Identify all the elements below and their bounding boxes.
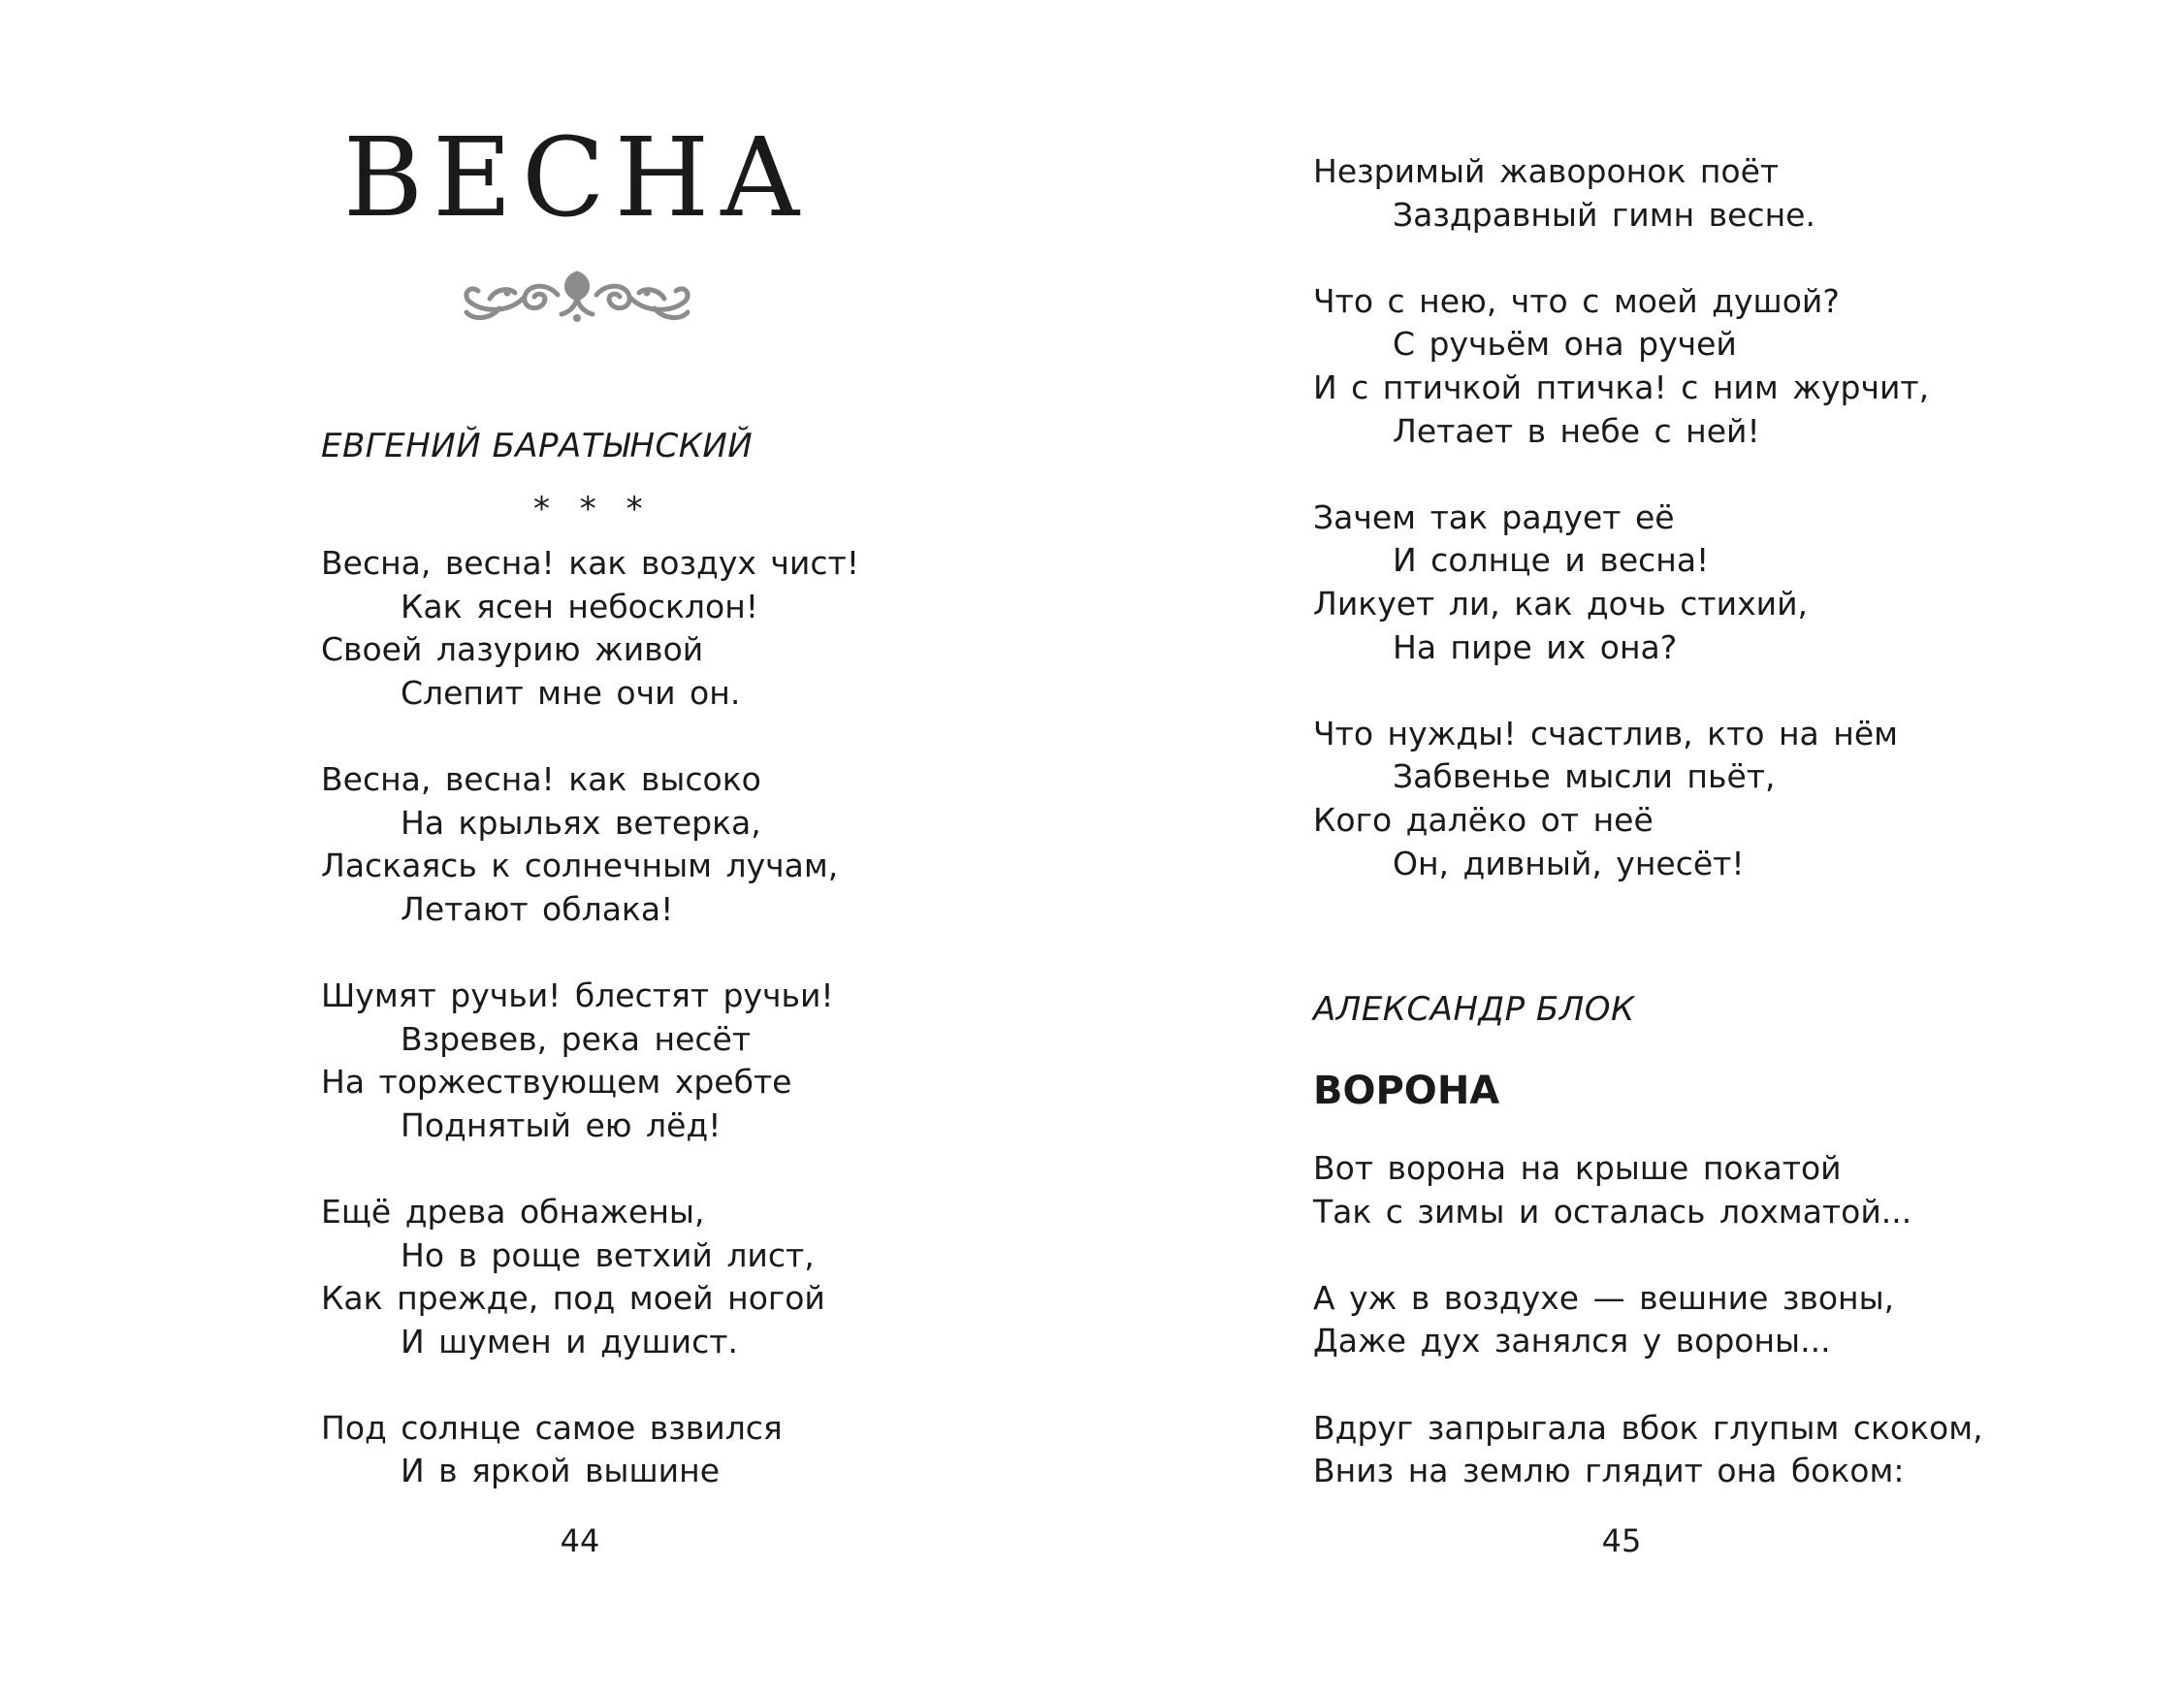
poem-line: Весна, весна! как воздух чист! (321, 544, 859, 582)
poem-line: На пире их она? (1393, 627, 1678, 666)
poem-line: Поднятый ею лёд! (401, 1105, 722, 1144)
poem-vesna-vesna-continued (1313, 150, 1929, 885)
poem-line: И шумен и душист. (401, 1322, 738, 1360)
poem-line: Так с зимы и осталась лохматой... (1313, 1192, 1912, 1231)
poem-line: И в яркой вышине (401, 1452, 720, 1490)
poem-line: С ручьём она ручей (1393, 325, 1737, 364)
author-blok: АЛЕКСАНДР БЛОК (1313, 990, 1635, 1029)
poem-line: Даже дух занялся у вороны... (1313, 1322, 1831, 1360)
poem-vorona (1313, 1147, 1983, 1493)
flourish-ornament-icon (461, 264, 693, 326)
poem-line: Слепит мне очи он. (401, 673, 741, 712)
stanza-break (1313, 1233, 1983, 1277)
section-title: ВЕСНА (342, 115, 812, 241)
poem-line: Вдруг запрыгала вбок глупым скоком, (1313, 1408, 1983, 1447)
poem-line: Как прежде, под моей ногой (321, 1279, 825, 1318)
stanza-break (1313, 669, 1929, 713)
poem-line: И солнце и весна! (1393, 541, 1710, 580)
stanza-break (321, 931, 859, 975)
poem-line: Как ясен небосклон! (401, 587, 759, 625)
poem-line: Ещё древа обнажены, (321, 1192, 705, 1231)
poem-line: И с птичкой птичка! с ним журчит, (1313, 368, 1930, 406)
poem-line: На крыльях ветерка, (401, 803, 761, 842)
poem-line: Под солнце самое взвился (321, 1408, 783, 1447)
author-baratynsky: ЕВГЕНИЙ БАРАТЫНСКИЙ (321, 427, 754, 465)
poem-line: Своей лазурию живой (321, 630, 704, 669)
poem-line: Заздравный гимн весне. (1393, 195, 1815, 234)
poem-line: Взревев, река несёт (401, 1019, 752, 1058)
poem-line: Летают облака! (401, 889, 674, 928)
stanza-break (1313, 1363, 1983, 1407)
poem-line: Вниз на землю глядит она боком: (1313, 1452, 1905, 1490)
poem-line: Весна, весна! как высоко (321, 759, 761, 798)
poem-line: Что с нею, что с моей душой? (1313, 281, 1840, 320)
poem-line: Кого далёко от неё (1313, 800, 1654, 839)
poem-line: Но в роще ветхий лист, (401, 1235, 815, 1274)
poem-title-vorona: ВОРОНА (1313, 1069, 1500, 1113)
poem-line: Вот ворона на крыше покатой (1313, 1149, 1842, 1187)
poem-line: А уж в воздухе — вешние звоны, (1313, 1278, 1895, 1317)
stanza-break (1313, 453, 1929, 496)
poem-line: Ликует ли, как дочь стихий, (1313, 584, 1809, 623)
stanza-break (1313, 237, 1929, 280)
poem-line: Что нужды! счастлив, кто на нём (1313, 714, 1899, 752)
poem-separator-asterisks: * * * (533, 490, 653, 528)
poem-line: Летает в небе с ней! (1393, 411, 1760, 450)
poem-line: Незримый жаворонок поёт (1313, 152, 1780, 190)
page-number: 45 (1601, 1522, 1642, 1559)
poem-line: Шумят ручьи! блестят ручьи! (321, 976, 834, 1014)
poem-line: На торжествующем хребте (321, 1063, 792, 1102)
page-number: 44 (560, 1522, 600, 1559)
poem-vesna-vesna (321, 542, 859, 1493)
poem-line: Забвенье мысли пьёт, (1393, 757, 1776, 796)
poem-line: Он, дивный, унесёт! (1393, 844, 1745, 882)
stanza-break (321, 715, 859, 758)
stanza-break (321, 1363, 859, 1407)
stanza-break (321, 1147, 859, 1191)
poem-line: Зачем так радует её (1313, 497, 1675, 536)
poem-line: Ласкаясь к солнечным лучам, (321, 847, 839, 885)
